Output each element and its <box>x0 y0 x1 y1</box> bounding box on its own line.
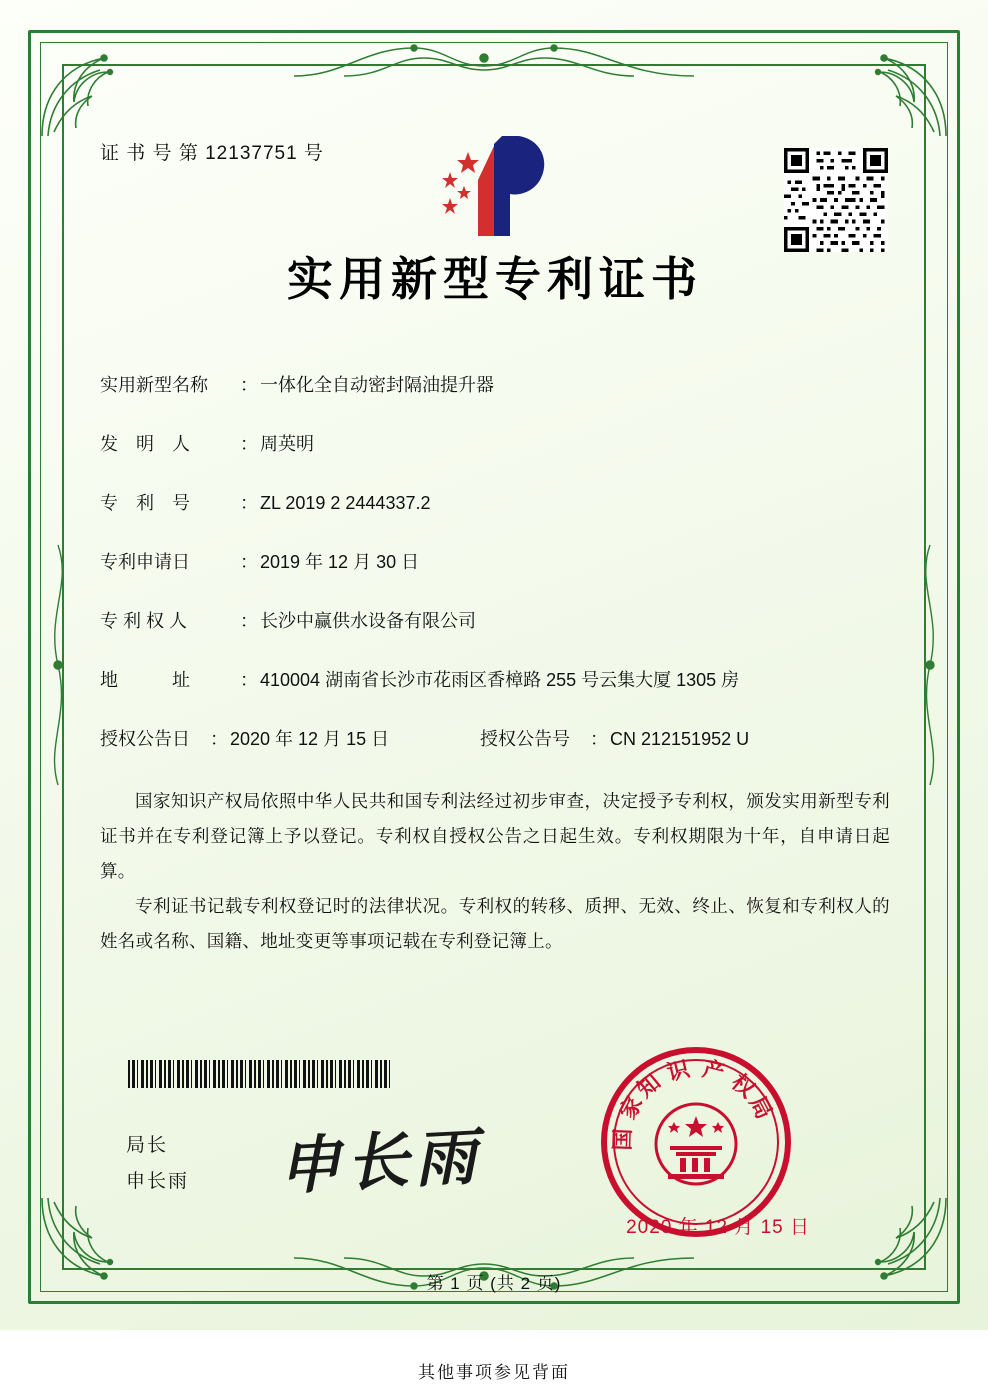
svg-text:产: 产 <box>699 1055 728 1087</box>
grant-announcement-row <box>100 725 890 751</box>
field-row <box>100 489 890 515</box>
field-row <box>100 548 890 574</box>
legal-paragraph-1: 国家知识产权局依照中华人民共和国专利法经过初步审查，决定授予专利权，颁发实用新型专利证书并在专利登记簿上予以登记。专利权自授权公告之日起生效。专利权期限为十年，自申请日起算。 <box>100 791 890 881</box>
field-colon: ： <box>240 375 258 395</box>
grant-number-label: 授权公告号 <box>480 729 570 749</box>
field-label: 专利申请日 <box>100 552 190 572</box>
signature-block <box>126 1128 189 1200</box>
field-value-patent-number: ZL 2019 2 2444337.2 <box>260 493 431 513</box>
top-flourish-ornament-icon <box>284 36 704 86</box>
field-colon: ： <box>210 729 228 749</box>
field-colon: ： <box>590 729 608 749</box>
field-colon: ： <box>240 434 258 454</box>
field-label: 实用新型名称 <box>100 375 208 395</box>
seal-date: 2020 年 12 月 15 日 <box>626 1217 810 1238</box>
page-title: 实用新型专利证书 <box>287 252 703 306</box>
legal-paragraph-2: 专利证书记载专利权登记时的法律状况。专利权的转移、质押、无效、终止、恢复和专利权人的姓名或名称、国籍、地址变更等事项记载在专利登记簿上。 <box>100 896 890 951</box>
field-colon: ： <box>240 493 258 513</box>
field-row <box>100 607 890 633</box>
fields-list <box>100 371 890 751</box>
field-colon: ： <box>240 670 258 690</box>
page-number: 第 1 页 (共 2 页) <box>426 1274 562 1293</box>
svg-text:家: 家 <box>614 1091 649 1124</box>
svg-text:识: 识 <box>664 1055 693 1087</box>
footer-note: 其他事项参见背面 <box>418 1363 570 1382</box>
svg-text:权: 权 <box>726 1069 760 1104</box>
svg-text:局: 局 <box>743 1091 778 1124</box>
field-label: 专 利 权 人 <box>100 611 188 631</box>
field-value-inventor: 周英明 <box>260 434 314 454</box>
grant-number-value: CN 212151952 U <box>610 729 750 749</box>
field-value-utility-model-name: 一体化全自动密封隔油提升器 <box>260 375 494 395</box>
field-row <box>100 430 890 456</box>
field-row <box>100 666 890 692</box>
certificate-number: 证 书 号 第 12137751 号 <box>100 143 324 164</box>
barcode <box>128 1060 390 1088</box>
certificate-content <box>100 120 890 959</box>
field-label: 发 明 人 <box>100 434 190 454</box>
svg-text:知: 知 <box>632 1069 666 1104</box>
side-flourish-ornament-icon <box>36 535 82 795</box>
grant-date-value: 2020 年 12 月 15 日 <box>230 729 390 749</box>
director-name: 申长雨 <box>126 1171 190 1193</box>
director-role: 局长 <box>126 1135 169 1156</box>
field-row <box>100 371 890 397</box>
field-label: 地 址 <box>100 670 190 690</box>
svg-text:国: 国 <box>609 1127 637 1151</box>
handwritten-signature: 申长雨 <box>276 1119 485 1204</box>
field-colon: ： <box>240 611 258 631</box>
field-label: 专 利 号 <box>100 493 190 513</box>
field-value-address: 410004 湖南省长沙市花雨区香樟路 255 号云集大厦 1305 房 <box>260 670 740 690</box>
field-colon: ： <box>240 552 258 572</box>
grant-date-label: 授权公告日 <box>100 729 190 749</box>
field-value-patentee: 长沙中赢供水设备有限公司 <box>260 611 476 631</box>
field-value-application-date: 2019 年 12 月 30 日 <box>260 552 420 572</box>
side-flourish-ornament-icon <box>906 535 952 795</box>
